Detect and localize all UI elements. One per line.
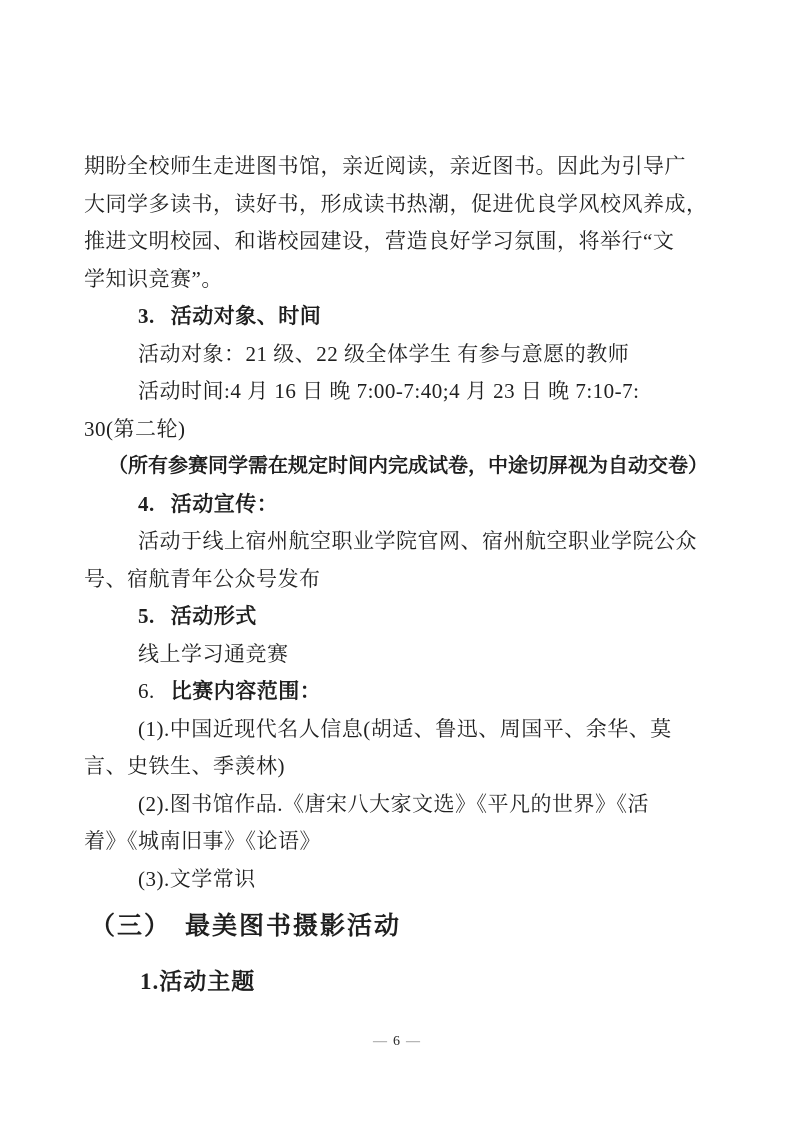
paragraph-publicity-line-1: 活动于线上宿州航空职业学院官网、宿州航空职业学院公众 <box>138 529 697 553</box>
footer-dash-right: — <box>406 1034 420 1049</box>
subheading-activity-theme: 1.活动主题 <box>140 969 256 994</box>
paragraph-scope1-line-2: 言、史铁生、季羡林) <box>84 754 285 778</box>
section-heading-photo-activity <box>84 905 732 949</box>
paragraph-scope2-line-1: (2).图书馆作品.《唐宋八大家文选》《平凡的世界》《活 <box>138 791 649 816</box>
paragraph-time-line-1: 活动时间:4 月 16 日 晚 7:00-7:40;4 月 23 日 晚 7:10-7: <box>138 379 640 403</box>
paragraph-intro-line-2: 大同学多读书，读好书，形成读书热潮，促进优良学风校风养成， <box>84 191 708 216</box>
paragraph-time-line-2: 30(第二轮) <box>84 416 186 441</box>
heading-5-label: 活动形式 <box>170 604 257 628</box>
paragraph-intro-line-1: 期盼全校师生走进图书馆，亲近阅读，亲近图书。因此为引导广 <box>84 154 686 178</box>
paragraph-intro-line-3: 推进文明校园、和谐校园建设，营造良好学习氛围，将举行“文 <box>84 229 675 253</box>
heading-3-number: 3. <box>138 304 155 328</box>
heading-6-label: 比赛内容范围： <box>170 679 322 703</box>
heading-3-label: 活动对象、时间 <box>170 304 322 328</box>
heading-5-format <box>84 598 732 636</box>
paragraph-format: 线上学习通竞赛 <box>138 641 289 666</box>
heading-4-publicity <box>84 486 732 524</box>
paragraph-publicity-line-2: 号、宿航青年公众号发布 <box>84 566 321 591</box>
section-heading-title: 最美图书摄影活动 <box>185 913 402 940</box>
paragraph-scope2-line-2: 着》《城南旧事》《论语》 <box>84 829 321 853</box>
paragraph-audience: 活动对象：21 级、22 级全体学生 有参与意愿的教师 <box>138 341 630 366</box>
page-footer <box>0 1034 793 1050</box>
paragraph-exam-note: （所有参赛同学需在规定时间内完成试卷，中途切屏视为自动交卷） <box>108 455 708 477</box>
page-number: 6 <box>393 1034 400 1049</box>
paragraph-intro-line-4: 学知识竞赛”。 <box>84 266 223 291</box>
paragraph-scope3: (3).文学常识 <box>138 866 256 891</box>
section-heading-number: （三） <box>90 913 172 940</box>
page-body <box>84 148 732 1002</box>
heading-6-number: 6. <box>138 679 155 703</box>
heading-5-number: 5. <box>138 604 155 628</box>
heading-3-audience-time <box>84 298 732 336</box>
heading-6-scope <box>84 673 732 711</box>
heading-4-number: 4. <box>138 491 155 516</box>
footer-dash-left: — <box>373 1034 387 1049</box>
heading-4-label: 活动宣传： <box>170 491 279 516</box>
paragraph-scope1-line-1: (1).中国近现代名人信息(胡适、鲁迅、周国平、余华、莫 <box>138 716 672 741</box>
